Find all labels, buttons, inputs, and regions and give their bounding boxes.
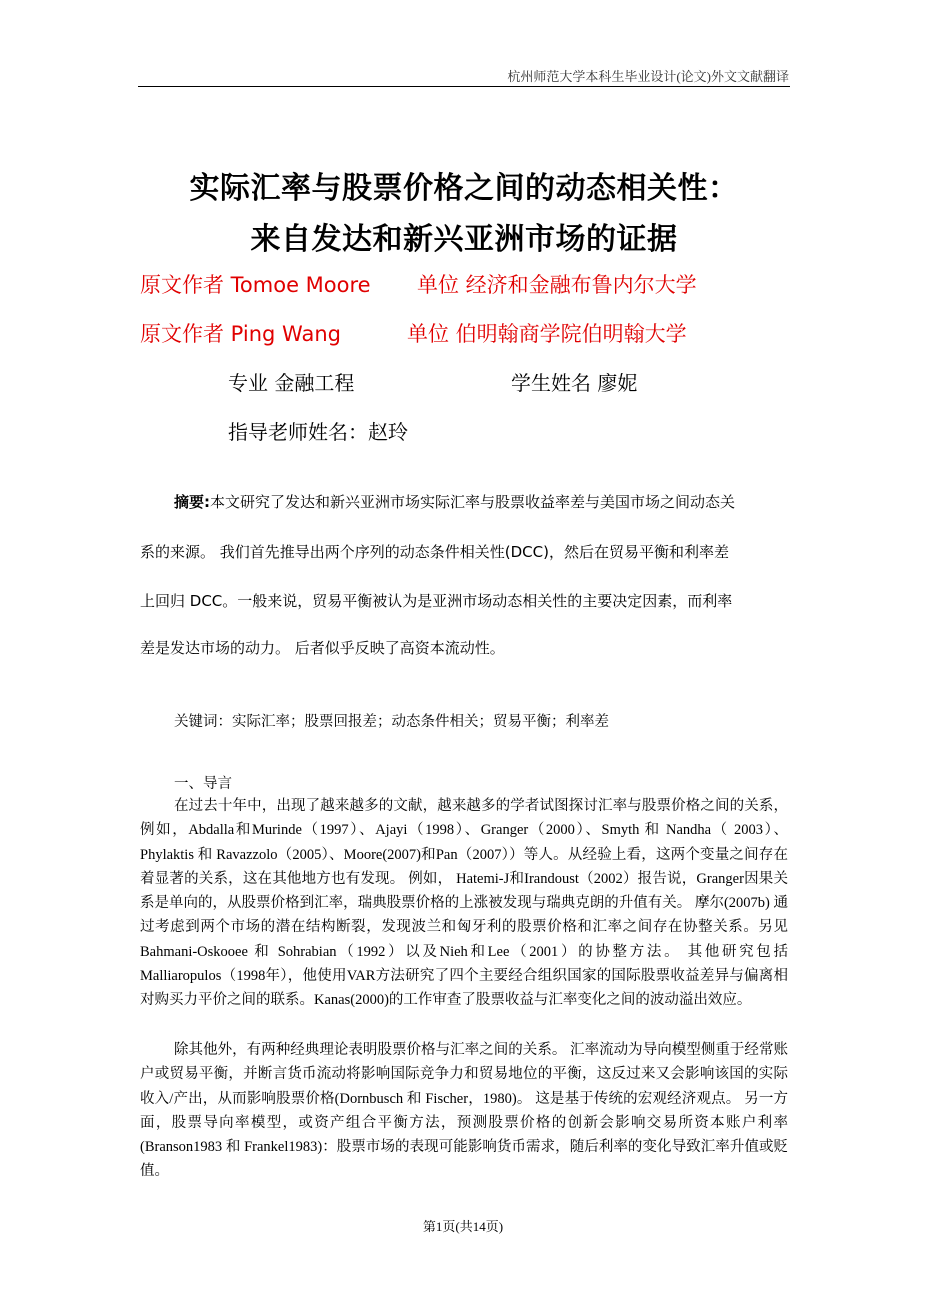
paragraph-2: 除其他外，有两种经典理论表明股票价格与汇率之间的关系。 汇率流动为导向模型侧重于经常账户或贸易平衡，并断言货币流动将影响国际竞争力和贸易地位的平衡，这反过来又会影响该国的实际收入/产出，从而影响股票价格(Dornbusch 和 Fischer，1980)。 这是基于传统的宏观经济观点。 另一方面，股票导向率模型，或资产组合平衡方法，预测股票价格的创新会影响交易所资本账户利率(Branson1983 和 Frankel1983)：股票市场的表现可能影响货币需求，随后利率的变化导致汇率升值或贬值。: [140, 1042, 788, 1180]
author-1-name: 原文作者 Tomoe Moore: [140, 273, 371, 297]
author-2-name: 原文作者 Ping Wang: [140, 322, 341, 346]
abstract-line-3: 上回归 DCC。一般来说，贸易平衡被认为是亚洲市场动态相关性的主要决定因素，而利率: [140, 592, 733, 610]
author-row-2: [140, 318, 687, 348]
section-heading: 一、导言: [174, 776, 232, 792]
abstract-text-1: 本文研究了发达和新兴亚洲市场实际汇率与股票收益率差与美国市场之间动态关: [210, 493, 736, 511]
abstract-label: 摘要:: [174, 493, 210, 511]
page-footer: 第1页(共14页): [422, 1219, 504, 1234]
author-row-1: [140, 269, 697, 299]
header-divider: [138, 86, 790, 87]
paragraph-1: 在过去十年中，出现了越来越多的文献，越来越多的学者试图探讨汇率与股票价格之间的关系，例如，Abdalla和Murinde（1997）、Ajayi（1998）、Granger（2000）、Smyth 和 Nandha（ 2003）、Phylaktis 和 Ravazzolo（2005）、Moore(2007)和Pan（2007））等人。从经验上看，这两个变量之间存在着显著的关系，这在其他地方也有发现。 例如， Hatemi-J和Irandoust（2002）报告说，Granger因果关系是单向的，从股票价格到汇率，瑞典股票价格的上涨被发现与瑞典克朗的升值有关。 摩尔(2007b) 通过考虑到两个市场的潜在结构断裂，发现波兰和匈牙利的股票价格和汇率之间存在协整关系。另见 Bahmani-Oskooee 和 Sohrabian（1992）以及Nieh和Lee（2001）的协整方法。 其他研究包括Malliaropulos（1998年），他使用VAR方法研究了四个主要经合组织国家的国际股票收益差异与偏离相对购买力平价之间的联系。Kanas(2000)的工作审查了股票收益与汇率变化之间的波动溢出效应。: [140, 798, 788, 1009]
abstract-line-4: 差是发达市场的动力。 后者似乎反映了高资本流动性。: [140, 639, 505, 657]
title-line-1: 实际汇率与股票价格之间的动态相关性：: [189, 171, 739, 206]
advisor-name: 指导老师姓名：赵玲: [228, 420, 408, 444]
author-1-unit: 单位 经济和金融布鲁内尔大学: [417, 273, 697, 297]
major: 专业 金融工程: [228, 371, 355, 395]
running-header: 杭州师范大学本科生毕业设计(论文)外文文献翻译: [507, 69, 789, 84]
abstract-line-2: 系的来源。 我们首先推导出两个序列的动态条件相关性(DCC)，然后在贸易平衡和利率差: [140, 543, 729, 561]
abstract-line-1: [174, 491, 735, 512]
keywords: 关键词：实际汇率；股票回报差；动态条件相关；贸易平衡；利率差: [174, 714, 609, 730]
student-name: 学生姓名 廖妮: [511, 371, 638, 395]
author-2-unit: 单位 伯明翰商学院伯明翰大学: [407, 322, 687, 346]
title-line-2: 来自发达和新兴亚洲市场的证据: [250, 222, 678, 257]
